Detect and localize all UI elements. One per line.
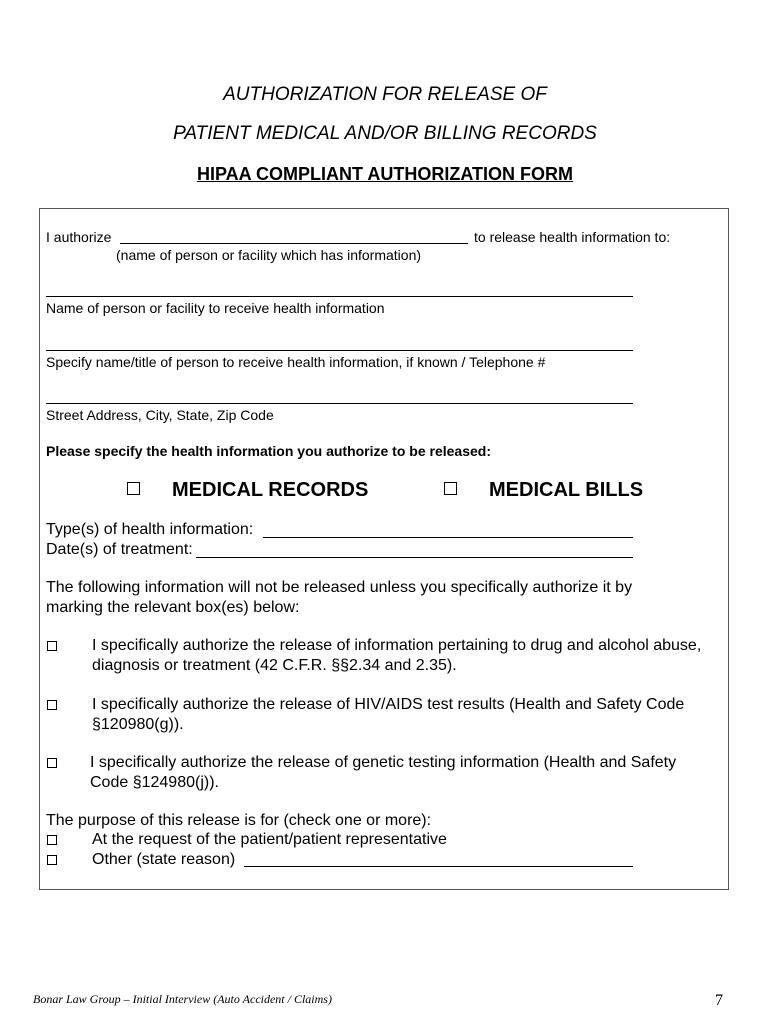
authorize-caption: (name of person or facility which has information) [116, 247, 422, 263]
genetic-testing-line1: I specifically authorize the release of genetic testing information (Health and Safety [90, 754, 677, 771]
recipient-caption: Name of person or facility to receive health information [46, 300, 385, 316]
special-intro-line1: The following information will not be released unless you specifically authorize it by [46, 579, 633, 596]
dates-field[interactable] [196, 557, 633, 558]
types-label: Type(s) of health information: [46, 521, 254, 538]
purpose-other-label: Other (state reason) [92, 851, 236, 868]
address-field[interactable] [46, 403, 633, 404]
title-line-2: PATIENT MEDICAL AND/OR BILLING RECORDS [173, 123, 597, 144]
purpose-other-reason-field[interactable] [244, 866, 633, 867]
drug-alcohol-line2: diagnosis or treatment (42 C.F.R. §§2.34 and 2.35). [92, 657, 457, 674]
genetic-testing-checkbox[interactable] [47, 758, 57, 768]
footer-text: Bonar Law Group – Initial Interview (Auto Accident / Claims) [33, 992, 332, 1006]
drug-alcohol-line1: I specifically authorize the release of information pertaining to drug and alcohol abuse, [92, 637, 702, 654]
medical-bills-checkbox[interactable] [444, 482, 457, 495]
specify-heading: Please specify the health information you authorize to be released: [46, 443, 491, 459]
title-line-1: AUTHORIZATION FOR RELEASE OF [223, 84, 547, 105]
authorize-prefix: I authorize [46, 229, 112, 245]
authorize-name-field[interactable] [120, 243, 468, 244]
drug-alcohol-checkbox[interactable] [47, 641, 57, 651]
authorize-suffix: to release health information to: [474, 229, 671, 245]
purpose-patient-request-label: At the request of the patient/patient representative [92, 831, 447, 848]
hiv-aids-line2: §120980(g)). [92, 716, 184, 733]
purpose-patient-request-checkbox[interactable] [47, 835, 57, 845]
address-caption: Street Address, City, State, Zip Code [46, 407, 274, 423]
special-intro-line2: marking the relevant box(es) below: [46, 599, 300, 616]
medical-records-checkbox[interactable] [127, 482, 140, 495]
purpose-heading: The purpose of this release is for (check one or more): [46, 812, 432, 829]
hiv-aids-line1: I specifically authorize the release of HIV/AIDS test results (Health and Safety Code [92, 696, 685, 713]
medical-records-label: MEDICAL RECORDS [172, 479, 369, 501]
title-phone-field[interactable] [46, 350, 633, 351]
purpose-other-checkbox[interactable] [47, 855, 57, 865]
hiv-aids-checkbox[interactable] [47, 700, 57, 710]
recipient-field[interactable] [46, 296, 633, 297]
dates-label: Date(s) of treatment: [46, 541, 193, 558]
medical-bills-label: MEDICAL BILLS [489, 479, 644, 501]
genetic-testing-line2: Code §124980(j)). [90, 774, 219, 791]
form-subtitle: HIPAA COMPLIANT AUTHORIZATION FORM [197, 164, 573, 184]
types-field[interactable] [263, 537, 633, 538]
page-number: 7 [715, 992, 723, 1009]
title-phone-caption: Specify name/title of person to receive health information, if known / Telephone # [46, 354, 546, 370]
